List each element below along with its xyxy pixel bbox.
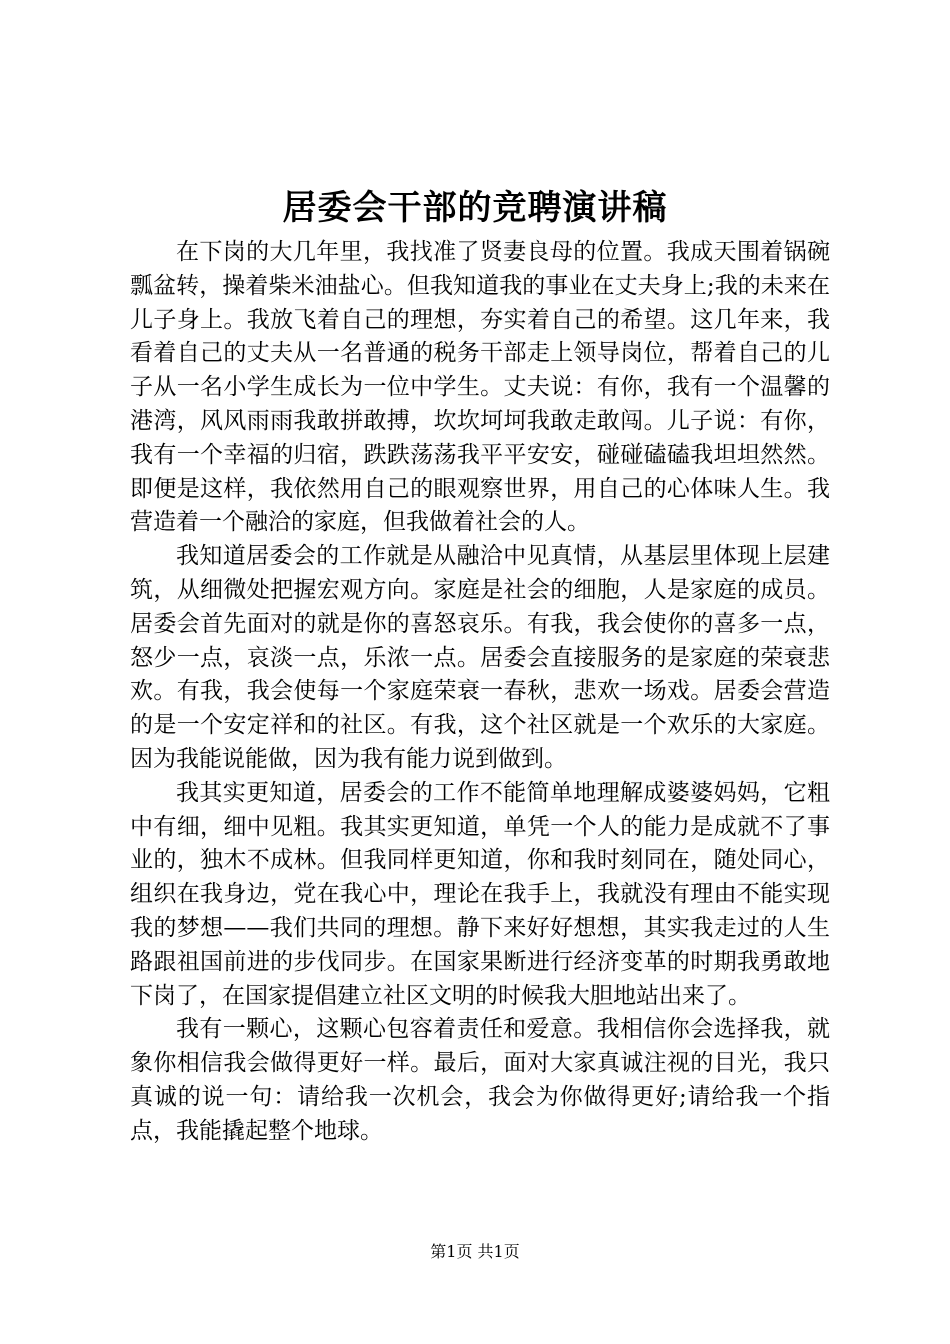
paragraph-2: 我知道居委会的工作就是从融洽中见真情，从基层里体现上层建筑，从细微处把握宏观方向。家庭是社会的细胞，人是家庭的成员。居委会首先面对的就是你的喜怒哀乐。有我，我会使你的喜多一点，怒少一点，哀淡一点，乐浓一点。居委会直接服务的是家庭的荣衰悲欢。有我，我会使每一个家庭荣衰一春秋，悲欢一场戏。居委会营造的是一个安定祥和的社区。有我，这个社区就是一个欢乐的大家庭。因为我能说能做，因为我有能力说到做到。 — [130, 543, 830, 772]
document-body — [130, 236, 830, 1149]
paragraph-3: 我其实更知道，居委会的工作不能简单地理解成婆婆妈妈，它粗中有细，细中见粗。我其实更知道，单凭一个人的能力是成就不了事业的，独木不成林。但我同样更知道，你和我时刻同在，随处同心，组织在我身边，党在我心中，理论在我手上，我就没有理由不能实现我的梦想——我们共同的理想。静下来好好想想，其实我走过的人生路跟祖国前进的步伐同步。在国家果断进行经济变革的时期我勇敢地下岗了，在国家提倡建立社区文明的时候我大胆地站出来了。 — [130, 779, 830, 1009]
paragraph-1: 在下岗的大几年里，我找准了贤妻良母的位置。我成天围着锅碗瓢盆转，操着柴米油盐心。但我知道我的事业在丈夫身上;我的未来在儿子身上。我放飞着自己的理想，夯实着自己的希望。这几年来，我看着自己的丈夫从一名普通的税务干部走上领导岗位，帮着自己的儿子从一名小学生成长为一位中学生。丈夫说：有你，我有一个温馨的港湾，风风雨雨我敢拼敢搏，坎坎坷坷我敢走敢闯。儿子说：有你，我有一个幸福的归宿，跌跌荡荡我平平安安，碰碰磕磕我坦坦然然。即便是这样，我依然用自己的眼观察世界，用自己的心体味人生。我营造着一个融洽的家庭，但我做着社会的人。 — [130, 239, 830, 536]
page-footer: 第1页 共1页 — [430, 1242, 520, 1261]
document-title: 居委会干部的竞聘演讲稿 — [282, 188, 668, 228]
paragraph-4: 我有一颗心，这颗心包容着责任和爱意。我相信你会选择我，就象你相信我会做得更好一样。最后，面对大家真诚注视的目光，我只真诚的说一句：请给我一次机会，我会为你做得更好;请给我一个指点，我能撬起整个地球。 — [130, 1016, 830, 1144]
